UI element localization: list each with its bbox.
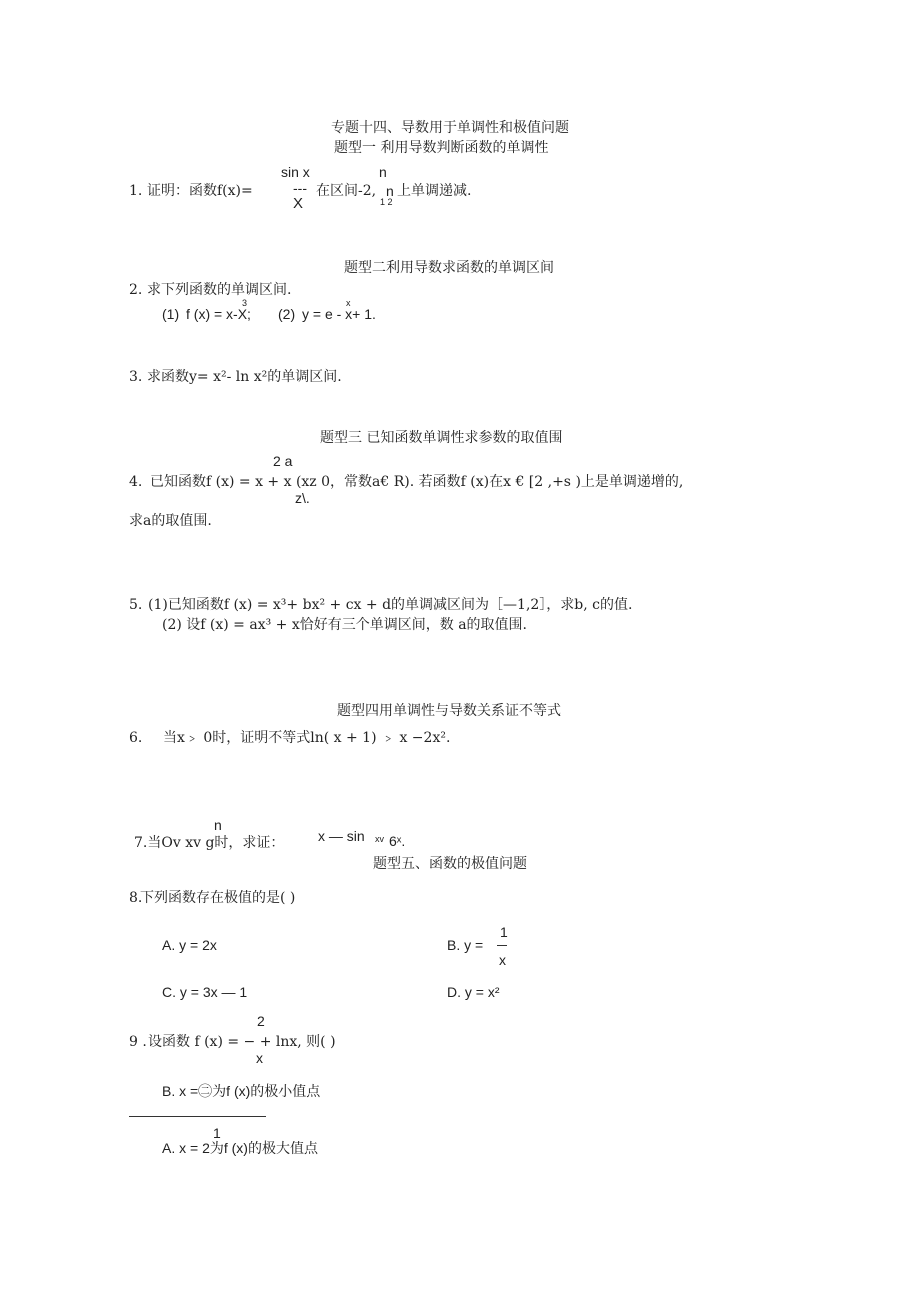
q2-number: 2.	[129, 282, 143, 298]
q4-below-text: z\.	[295, 490, 310, 506]
divider-line	[129, 1116, 266, 1117]
page-title: 专题十四、导数用于单调性和极值问题	[331, 120, 569, 136]
q1-interval-text: 在区间-2,	[316, 183, 377, 199]
q4-number: 4.	[129, 474, 143, 490]
q6-number: 6.	[129, 730, 143, 746]
q2-part2-superscript: x	[346, 298, 351, 308]
q2-part1-label: (1)	[162, 306, 180, 322]
q2-text: 求下列函数的单调区间.	[147, 282, 292, 298]
q2-part2-label: (2)	[278, 306, 296, 322]
q2-part1-superscript: 3	[242, 298, 248, 308]
q5-number: 5.	[129, 597, 143, 613]
q1-fraction-bar: ---	[293, 180, 307, 196]
q7-tail: 6ˣ.	[389, 833, 406, 849]
q5-part1: (1)已知函数f (x) = x³+ bx² + cx + d的单调减区间为［—1,2］，求b, c的值.	[148, 597, 633, 613]
q8-option-b-fraction-bar	[497, 945, 507, 946]
section-heading-1: 题型一 利用导数判断函数的单调性	[334, 140, 549, 156]
q3-text: 求函数y= x²- ln x²的单调区间.	[147, 369, 342, 385]
q8-option-a: A. y = 2x	[162, 937, 217, 953]
q9-option-b: B. x =㊁为f (x)的极小值点	[162, 1083, 321, 1099]
q8-option-b-lead: B. y =	[447, 937, 484, 953]
q9-fraction-denominator: x	[256, 1050, 263, 1066]
q1-pi-subscript: 1 2	[380, 197, 393, 207]
q9-option-a: A. x = 2为f (x)的极大值点	[162, 1140, 318, 1156]
q1-lead-text: 证明：函数f(x)=	[147, 183, 253, 199]
q8-option-b-denominator: x	[499, 952, 506, 968]
q6-text: 当x﹥ 0时，证明不等式ln( x + 1) ﹥ x −2x².	[163, 730, 451, 746]
q3-number: 3.	[129, 369, 143, 385]
q9-number: 9 .	[129, 1034, 147, 1050]
section-heading-5: 题型五、函数的极值问题	[373, 856, 527, 872]
section-heading-4: 题型四用单调性与导数关系证不等式	[337, 703, 561, 719]
q9-text: 设函数 f (x) = − + lnx, 则( )	[148, 1034, 336, 1050]
q8-text: 下列函数存在极值的是( )	[140, 890, 296, 906]
q5-part2: (2) 设f (x) = ax³ + x恰好有三个单调区间，数 a的取值围.	[162, 617, 527, 633]
q7-lead-text: 7.当Ov xv g时，求证：	[134, 835, 285, 851]
q8-number: 8.	[129, 890, 143, 906]
q4-text: 已知函数f (x) = x + x (xz 0，常数a€ R). 若函数f (x)在x € [2 ,+s )上是单调递增的,	[150, 474, 684, 490]
section-heading-2: 题型二利用导数求函数的单调区间	[344, 260, 554, 276]
q7-subscript: xv	[375, 834, 384, 844]
q2-part1-expression: f (x) = x-X;	[186, 306, 251, 322]
q7-pi-top: n	[214, 817, 222, 833]
q1-fraction-denominator: X	[293, 195, 304, 212]
q9-option-a-top: 1	[213, 1125, 221, 1141]
q4-second-line: 求a的取值围.	[129, 513, 212, 529]
q8-option-c: C. y = 3x — 1	[162, 984, 248, 1000]
q1-tail-text: 上单调递减.	[397, 183, 472, 199]
q1-fraction-numerator: sin x	[281, 164, 310, 180]
q8-option-d: D. y = x²	[447, 984, 500, 1000]
q9-fraction-top: 2	[257, 1013, 265, 1029]
q7-expression: x — sin	[318, 828, 365, 844]
q1-number: 1.	[129, 183, 143, 199]
q8-option-b-numerator: 1	[500, 924, 508, 940]
q2-part2-expression: y = e - x+ 1.	[302, 306, 376, 322]
section-heading-3: 题型三 已知函数单调性求参数的取值围	[320, 430, 563, 446]
q4-fraction-top: 2 a	[273, 453, 293, 469]
q1-pi-main: n	[386, 183, 394, 199]
q1-pi-top: n	[379, 164, 387, 180]
